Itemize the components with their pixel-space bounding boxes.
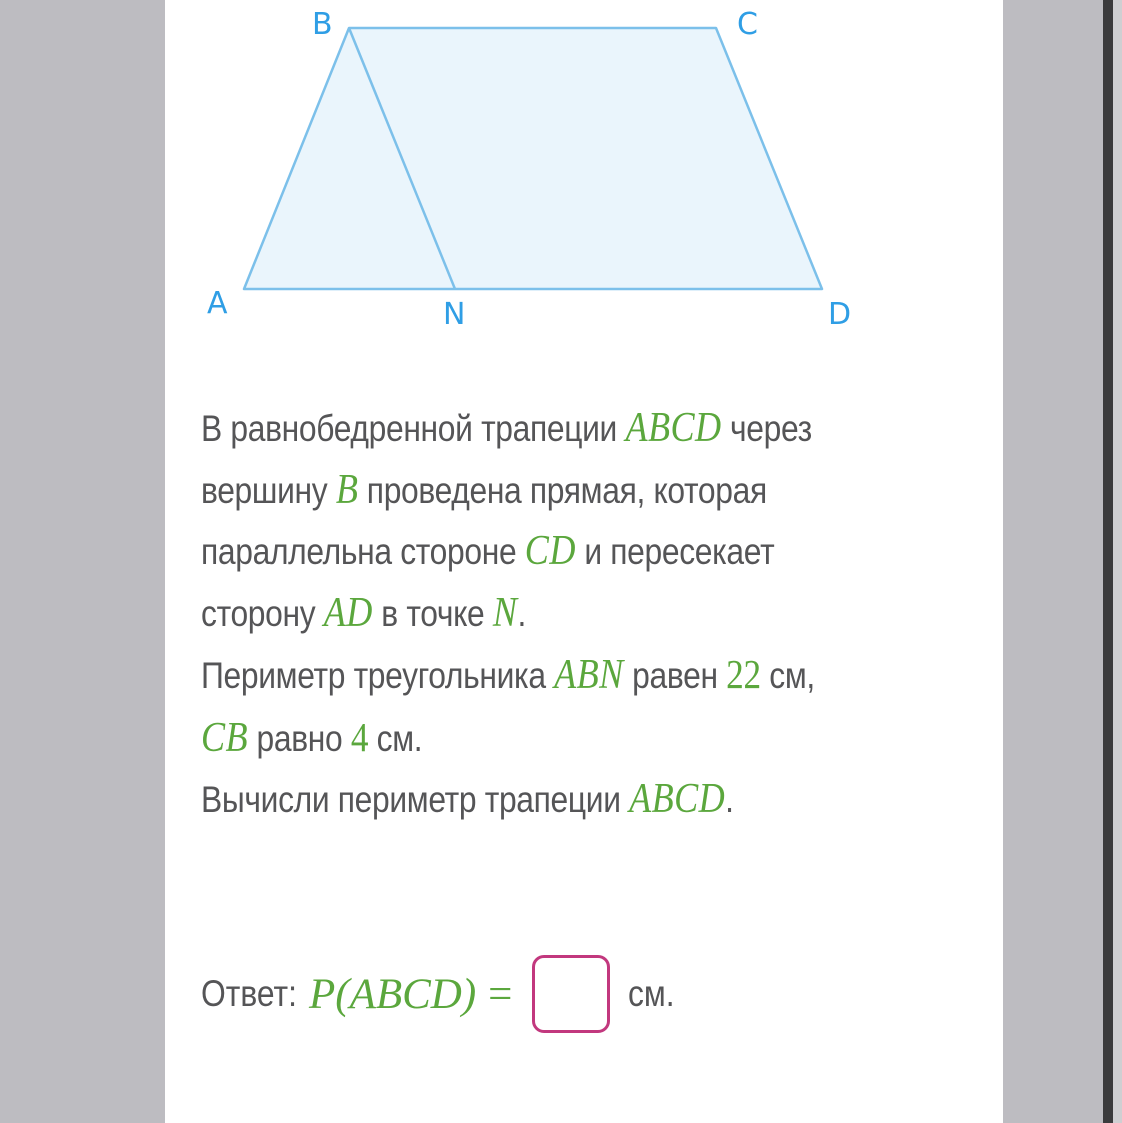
math-ad: AD <box>323 589 373 636</box>
problem-line-7 <box>201 769 872 831</box>
answer-row <box>201 950 683 1038</box>
problem-text: . <box>517 592 526 634</box>
math-abn: ABN <box>554 652 624 698</box>
number-22: 22 <box>726 651 761 697</box>
answer-unit: см. <box>628 973 676 1014</box>
trapezoid-figure <box>165 0 1003 350</box>
problem-text: параллельна стороне <box>201 531 525 572</box>
math-cd: CD <box>524 528 576 574</box>
math-abcd: ABCD <box>625 405 722 451</box>
problem-text: В равнобедренной трапеции <box>201 408 626 449</box>
problem-text: . <box>725 779 734 820</box>
problem-text: в точке <box>372 592 493 634</box>
problem-line-1 <box>201 398 872 460</box>
answer-input[interactable] <box>532 955 610 1033</box>
problem-text: равен <box>623 655 727 696</box>
answer-equals: = <box>488 970 513 1018</box>
math-abcd: ABCD <box>629 776 726 822</box>
point-label-a: A <box>207 286 228 321</box>
problem-text: Периметр треугольника <box>201 655 555 696</box>
problem-line-4 <box>201 583 872 645</box>
right-background <box>1003 0 1103 1123</box>
problem-text: равно <box>248 717 351 759</box>
problem-text: см, <box>760 655 815 696</box>
left-background <box>0 0 165 1123</box>
problem-text: через <box>721 408 812 449</box>
trapezoid-shape <box>244 28 822 289</box>
problem-line-3 <box>201 521 872 583</box>
answer-label: Ответ: <box>201 973 297 1014</box>
problem-statement <box>201 398 872 831</box>
point-label-c: C <box>737 7 758 42</box>
problem-text: см. <box>368 717 423 759</box>
point-label-b: B <box>312 7 333 42</box>
problem-line-5 <box>201 644 872 707</box>
problem-line-6 <box>201 707 872 770</box>
number-4: 4 <box>350 713 369 760</box>
math-b: B <box>335 466 359 513</box>
answer-formula: P(ABCD) <box>309 970 477 1018</box>
problem-text: проведена прямая, которая <box>358 469 767 511</box>
point-label-n: N <box>443 297 466 332</box>
problem-text: сторону <box>201 592 324 634</box>
scrollbar-edge <box>1113 0 1122 1123</box>
problem-line-2 <box>201 460 872 522</box>
point-label-d: D <box>828 297 852 332</box>
task-card <box>165 0 1003 1123</box>
math-cb: CB <box>201 714 249 761</box>
problem-text: и пересекает <box>575 531 775 572</box>
math-n: N <box>492 589 518 636</box>
problem-text: Вычисли периметр трапеции <box>201 779 630 820</box>
problem-text: вершину <box>201 469 336 511</box>
